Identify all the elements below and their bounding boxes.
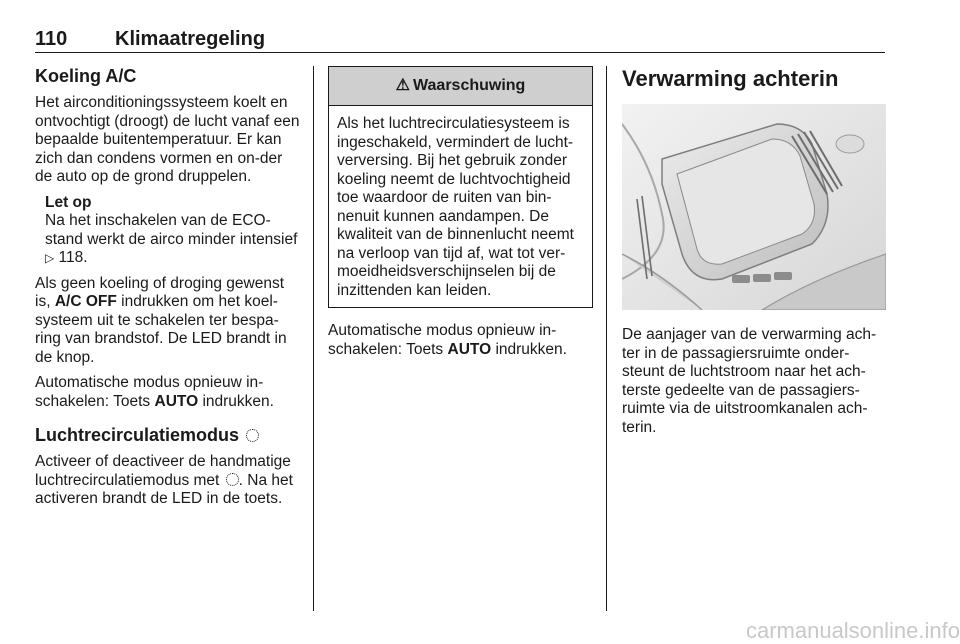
paragraph [35,374,303,411]
warning-icon: ⚠ [395,76,411,94]
warning-box [328,66,593,308]
recirculation-icon [226,473,239,486]
section-heading-recirculatie [35,425,303,445]
paragraph: De aanjager van de verwarming ach-ter in de passagiersruimte onder-steunt de luchtstroom naar het ach-terste gedeelte van de passagiers-ruimte via de uitstroomkanalen ach-terin. [622,326,877,436]
watermark: carmanualsonline.info [745,618,960,643]
text: indrukken om het koel-systeem uit te schakelen ter bespa-ring van brandstof. De LED brandt in de knop. [35,293,287,366]
text: Als geen koeling of droging gewenst is, [35,274,285,310]
text: indrukken. [495,340,567,358]
paragraph [328,322,593,359]
text: Activeer of deactiveer de handmatige luchtrecirculatiemodus met [35,453,291,489]
section-heading-verwarming: Verwarming achterin [622,66,839,91]
key-label: A/C OFF [54,293,117,310]
heading-text: Luchtrecirculatiemodus [35,425,240,445]
warning-text: Als het luchtrecirculatiesysteem is ingeschakeld, vermindert de lucht-verversing. Bij het gebruik zonder koeling neemt de luchtvochtigheid toe waardoor de ruiten van bin-nenuit kunnen aandampen. De kwaliteit van de binnenlucht neemt na verloop van tijd af, wat tot ver-moeidheidsverschijnselen bij de inzittenden kan leiden. [337,115,574,299]
column-left [35,66,303,516]
text: indrukken. [202,392,274,410]
column-divider [606,66,607,611]
note-title: Let op [45,193,92,211]
page-ref-icon: ▷ [45,251,55,265]
note-text: Na het inschakelen van de ECO-stand werkt de airco minder intensief [45,212,298,248]
recirculation-icon [246,429,259,442]
key-label: AUTO [154,392,199,410]
text: Automatische modus opnieuw in-schakelen: Toets [35,374,264,410]
text: Automatische modus opnieuw in-schakelen: Toets [328,322,557,358]
paragraph [35,453,303,509]
column-right [622,66,886,444]
column-middle [328,66,593,366]
chapter-title: Klimaatregeling [115,28,266,50]
paragraph [35,275,303,368]
note-block [45,194,303,268]
page-header [35,28,885,50]
rear-heater-illustration [622,104,886,310]
warning-title: Waarschuwing [413,76,526,94]
column-divider [313,66,314,611]
page-ref[interactable]: 118. [58,249,88,266]
warning-header [329,67,592,106]
key-label: AUTO [447,340,492,358]
paragraph: Het airconditioningssysteem koelt en ontvochtigt (droogt) de lucht vanaf een bepaalde buitentemperatuur. Er kan zich dan condens vormen en on-der de auto op de grond druppelen. [35,94,300,185]
section-heading-koeling: Koeling A/C [35,66,137,86]
page-number: 110 [35,28,68,50]
text: . Na het activeren brandt de LED in de toets. [35,471,293,507]
header-rule [35,52,885,53]
